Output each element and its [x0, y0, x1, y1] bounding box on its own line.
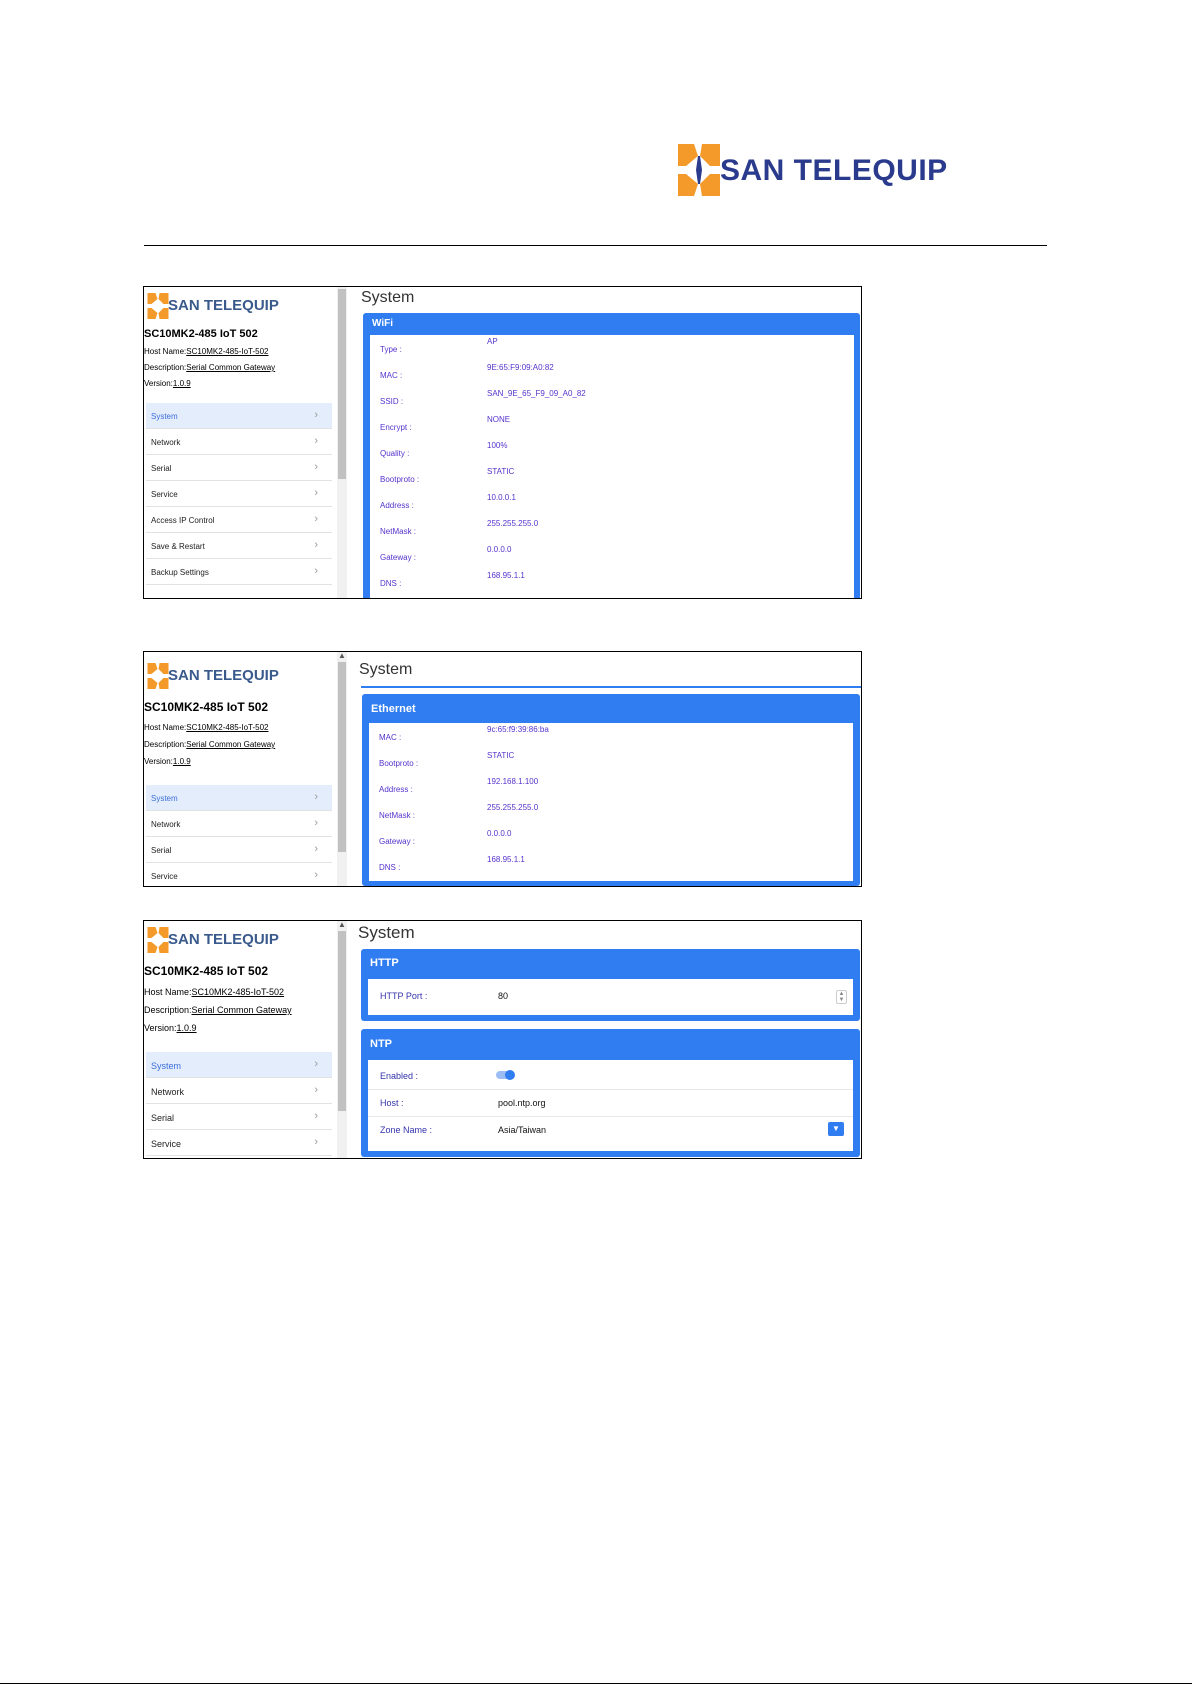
device-title: SC10MK2-485 IoT 502 [144, 328, 258, 340]
sidebar-item-access-ip-control[interactable]: Access IP Control › [146, 507, 332, 533]
gateway-label: Gateway : [380, 553, 417, 562]
sidebar-item-network[interactable]: Network › [146, 1078, 332, 1104]
sidebar-item-system[interactable]: System › [146, 403, 332, 429]
ntp-enabled-label: Enabled : [380, 1071, 419, 1081]
type-label: Type : [380, 345, 402, 354]
wifi-panel-body [370, 335, 854, 599]
encrypt-value: NONE [487, 415, 511, 424]
sidebar-logo [146, 290, 306, 324]
description-line: Description:Serial Common Gateway [144, 363, 276, 372]
chevron-right-icon: › [314, 1058, 318, 1070]
sidebar [144, 921, 334, 1158]
panel-title: WiFi [372, 318, 394, 329]
panel-title: Ethernet [371, 703, 416, 715]
title-underline [361, 686, 861, 688]
page-title: System [361, 289, 415, 306]
scroll-up-icon[interactable]: ▲ [338, 920, 346, 929]
screenshot-ethernet [143, 651, 862, 887]
version-line: Version:1.0.9 [144, 1023, 197, 1033]
chevron-right-icon: › [314, 1136, 318, 1148]
sidebar-item-service[interactable]: Service › [146, 1130, 332, 1156]
screenshot-http-ntp [143, 920, 862, 1159]
ntp-panel-body [368, 1060, 853, 1151]
dropdown-arrow-icon[interactable]: ▼ [828, 1122, 844, 1136]
scroll-up-icon[interactable]: ▲ [338, 651, 346, 660]
http-port-label: HTTP Port : [380, 991, 428, 1001]
version-line: Version:1.0.9 [144, 379, 191, 388]
bootproto-label: Bootproto : [380, 475, 420, 484]
description-line: Description:Serial Common Gateway [144, 1005, 292, 1015]
header-divider [144, 245, 1047, 246]
mac-value: 9E:65:F9:09:A0:82 [487, 363, 554, 372]
host-name-line: Host Name:SC10MK2-485-IoT-502 [144, 987, 285, 997]
sidebar-logo [146, 660, 306, 694]
sidebar-scrollbar[interactable] [337, 287, 347, 598]
mac-value: 9c:65:f9:39:86:ba [487, 725, 549, 734]
row-divider [368, 1116, 853, 1117]
page-title: System [359, 661, 413, 678]
screenshot-wifi [143, 286, 862, 599]
address-value: 192.168.1.100 [487, 777, 539, 786]
brand-logo-icon [146, 926, 170, 954]
page-footer-rule [0, 1683, 1192, 1684]
ssid-value: SAN_9E_65_F9_09_A0_82 [487, 389, 586, 398]
toggle-switch-icon[interactable] [496, 1071, 514, 1079]
sidebar-item-system[interactable]: System › [146, 785, 332, 811]
type-value: AP [487, 337, 498, 346]
device-title: SC10MK2-485 IoT 502 [144, 700, 269, 714]
http-panel-body [368, 979, 853, 1015]
page-title: System [358, 923, 415, 942]
sidebar [144, 287, 334, 598]
chevron-right-icon: › [314, 513, 318, 525]
quality-value: 100% [487, 441, 508, 450]
chevron-right-icon: › [314, 869, 318, 881]
brand-logo-icon [676, 142, 722, 198]
zone-name-label: Zone Name : [380, 1125, 433, 1135]
sidebar-brand-name: SAN TELEQUIP [168, 297, 279, 314]
sidebar-item-network[interactable]: Network › [146, 811, 332, 837]
version-line: Version:1.0.9 [144, 757, 191, 766]
host-name-line: Host Name:SC10MK2-485-IoT-502 [144, 347, 269, 356]
chevron-right-icon: › [314, 817, 318, 829]
dns-label: DNS : [379, 863, 401, 872]
sidebar-item-serial[interactable]: Serial › [146, 455, 332, 481]
chevron-right-icon: › [314, 487, 318, 499]
ntp-host-label: Host : [380, 1098, 404, 1108]
sidebar-logo [146, 924, 306, 958]
sidebar-item-service[interactable]: Service › [146, 481, 332, 507]
mac-label: MAC : [380, 371, 403, 380]
chevron-right-icon: › [314, 1084, 318, 1096]
netmask-value: 255.255.255.0 [487, 803, 539, 812]
sidebar-brand-name: SAN TELEQUIP [168, 667, 279, 684]
host-name-line: Host Name:SC10MK2-485-IoT-502 [144, 723, 269, 732]
netmask-label: NetMask : [380, 527, 417, 536]
wifi-panel [363, 313, 860, 599]
mac-label: MAC : [379, 733, 402, 742]
gateway-value: 0.0.0.0 [487, 829, 512, 838]
sidebar-item-service[interactable]: Service › [146, 863, 332, 887]
device-title: SC10MK2-485 IoT 502 [144, 964, 269, 978]
sidebar-item-serial[interactable]: Serial › [146, 1104, 332, 1130]
scrollbar-thumb[interactable] [338, 289, 346, 479]
document-brand-name: SAN TELEQUIP [720, 154, 948, 187]
dns-label: DNS : [380, 579, 402, 588]
address-label: Address : [380, 501, 414, 510]
sidebar-item-system[interactable]: System › [146, 1052, 332, 1078]
sidebar-scrollbar[interactable] [337, 652, 347, 886]
sidebar-brand-name: SAN TELEQUIP [168, 931, 279, 948]
chevron-right-icon: › [314, 409, 318, 421]
brand-logo-icon [146, 292, 170, 320]
bootproto-value: STATIC [487, 751, 515, 760]
zone-name-select[interactable]: Asia/Taiwan [498, 1125, 547, 1135]
number-spinner-icon[interactable]: ▲ ▼ [836, 990, 847, 1004]
sidebar [144, 652, 334, 886]
chevron-right-icon: › [314, 791, 318, 803]
netmask-value: 255.255.255.0 [487, 519, 539, 528]
chevron-right-icon: › [314, 565, 318, 577]
sidebar-item-serial[interactable]: Serial › [146, 837, 332, 863]
bootproto-label: Bootproto : [379, 759, 419, 768]
gateway-value: 0.0.0.0 [487, 545, 512, 554]
encrypt-label: Encrypt : [380, 423, 412, 432]
scrollbar-thumb[interactable] [338, 662, 346, 852]
brand-logo-icon [146, 662, 170, 690]
address-label: Address : [379, 785, 413, 794]
sidebar-item-backup-settings[interactable]: Backup Settings › [146, 559, 332, 585]
row-divider [368, 1089, 853, 1090]
bootproto-value: STATIC [487, 467, 515, 476]
dns-value: 168.95.1.1 [487, 855, 525, 864]
quality-label: Quality : [380, 449, 410, 458]
panel-title: NTP [370, 1038, 392, 1050]
ntp-panel [361, 1029, 860, 1157]
ethernet-panel-body [369, 723, 853, 881]
http-port-input[interactable]: 80 [498, 991, 509, 1001]
dns-value: 168.95.1.1 [487, 571, 525, 580]
ethernet-panel [362, 694, 860, 886]
gateway-label: Gateway : [379, 837, 416, 846]
ssid-label: SSID : [380, 397, 404, 406]
netmask-label: NetMask : [379, 811, 416, 820]
chevron-right-icon: › [314, 435, 318, 447]
panel-title: HTTP [370, 957, 399, 969]
address-value: 10.0.0.1 [487, 493, 516, 502]
sidebar-item-network[interactable]: Network › [146, 429, 332, 455]
chevron-right-icon: › [314, 1110, 318, 1122]
chevron-right-icon: › [314, 539, 318, 551]
sidebar-item-save-restart[interactable]: Save & Restart › [146, 533, 332, 559]
http-panel [361, 949, 860, 1021]
sidebar-scrollbar[interactable] [337, 921, 347, 1158]
description-line: Description:Serial Common Gateway [144, 740, 276, 749]
scrollbar-thumb[interactable] [338, 931, 346, 1111]
ntp-host-input[interactable]: pool.ntp.org [498, 1098, 546, 1108]
chevron-right-icon: › [314, 461, 318, 473]
chevron-right-icon: › [314, 843, 318, 855]
document-logo [676, 140, 948, 200]
